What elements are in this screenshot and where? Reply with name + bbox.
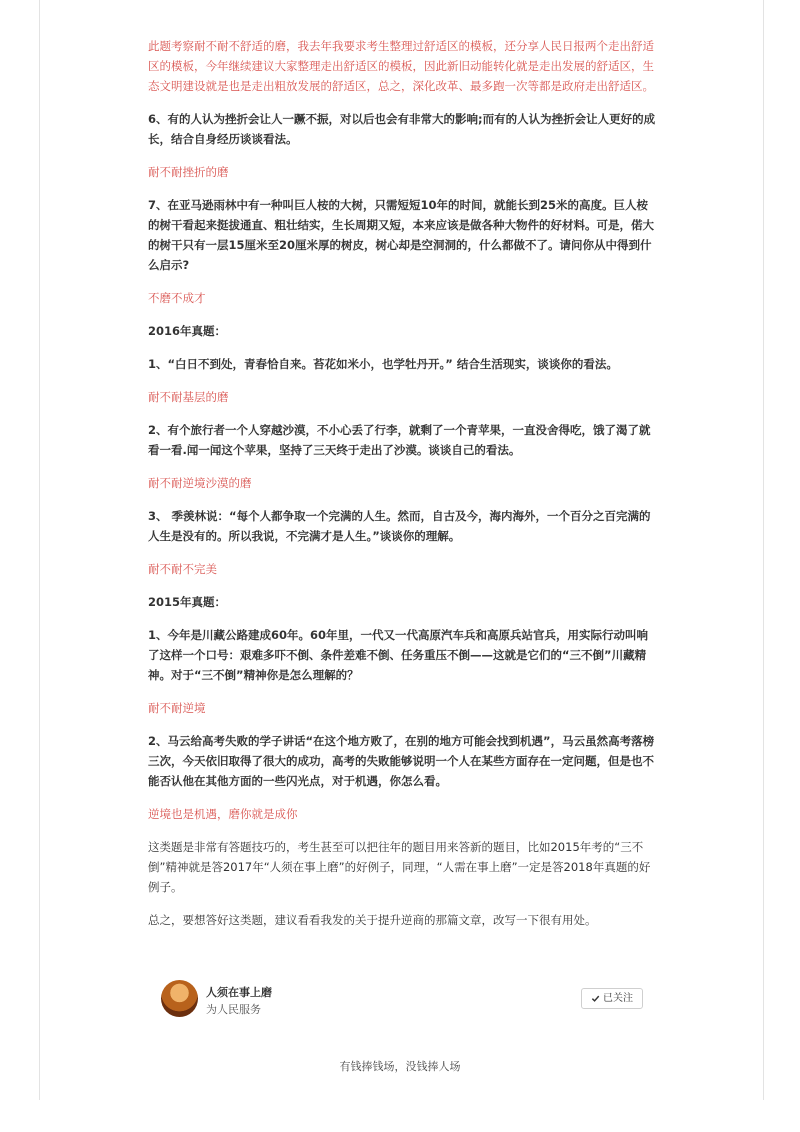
- answer-hint: 耐不耐不完美: [148, 562, 217, 576]
- question-text: 7、在亚马逊雨林中有一种叫巨人桉的大树，只需短短10年的时间，就能长到25米的高度。巨人桉的树干看起来挺拔通直、粗壮结实，生长周期又短，本来应该是做各种大物件的好材料。可是，偌大的树干只有一层15厘米至20厘米厚的树皮，树心却是空洞洞的，什么都做不了。请问你从中得到什么启示?: [148, 198, 654, 272]
- answer-hint: 逆境也是机遇，磨你就是成你: [148, 807, 298, 821]
- author-avatar[interactable]: [161, 980, 198, 1017]
- answer-hint: 耐不耐逆境沙漠的磨: [148, 476, 252, 490]
- follow-button[interactable]: [581, 988, 643, 1009]
- check-icon: [591, 994, 600, 1003]
- question-text: 2016年真题：: [148, 324, 227, 338]
- question-text: 6、有的人认为挫折会让人一蹶不振，对以后也会有非常大的影响;而有的人认为挫折会让人更好的成长，结合自身经历谈谈看法。: [148, 112, 656, 146]
- body-paragraph: 这类题是非常有答题技巧的，考生甚至可以把往年的题目用来答新的题目，比如2015年考的“三不倒”精神就是答2017年“人须在事上磨”的好例子，同理，“人需在事上磨”一定是答2018年真题的好例子。: [148, 840, 651, 894]
- author-name[interactable]: 人须在事上磨: [206, 986, 272, 999]
- question-text: 2015年真题：: [148, 595, 227, 609]
- follow-label: 已关注: [603, 993, 633, 1004]
- answer-hint: 不磨不成才: [148, 291, 206, 305]
- answer-hint: 耐不耐逆境: [148, 701, 206, 715]
- author-description: 为人民服务: [206, 1003, 261, 1016]
- question-text: 2、有个旅行者一个人穿越沙漠，不小心丢了行李，就剩了一个青苹果，一直没舍得吃，饿了渴了就看一看.闻一闻这个苹果，坚持了三天终于走出了沙漠。谈谈自己的看法。: [148, 423, 651, 457]
- question-text: 1、今年是川藏公路建成60年。60年里，一代又一代高原汽车兵和高原兵站官兵，用实际行动叫响了这样一个口号：艰难多吓不倒、条件差难不倒、任务重压不倒——这就是它们的“三不倒”川藏精神。对于“三不倒”精神你是怎么理解的？: [148, 628, 649, 682]
- answer-hint: 耐不耐基层的磨: [148, 390, 229, 404]
- article-content: [148, 36, 658, 943]
- author-card: [161, 980, 643, 1020]
- question-text: 2、马云给高考失败的学子讲话“在这个地方败了，在别的地方可能会找到机遇”，马云虽然高考落榜三次，今天依旧取得了很大的成功，高考的失败能够说明一个人在某些方面存在一定问题，但是也不能否认他在其他方面的一些闪光点，对于机遇，你怎么看。: [148, 734, 655, 788]
- footer-text: 有钱捧钱场，没钱捧人场: [339, 1060, 461, 1073]
- question-text: 3、 季羡林说：“每个人都争取一个完满的人生。然而，自古及今，海内海外，一个百分之百完满的人生是没有的。所以我说，不完满才是人生。”谈谈你的理解。: [148, 509, 651, 543]
- answer-hint: 耐不耐挫折的磨: [148, 165, 229, 179]
- question-text: 1、“白日不到处，青春恰自来。苔花如米小，也学牡丹开。” 结合生活现实，谈谈你的看法。: [148, 357, 618, 371]
- answer-hint: 此题考察耐不耐不舒适的磨，我去年我要求考生整理过舒适区的模板，还分享人民日报两个走出舒适区的模板，今年继续建议大家整理走出舒适区的模板，因此新旧动能转化就是走出发展的舒适区，生态文明建设就是也是走出粗放发展的舒适区，总之，深化改革、最多跑一次等都是政府走出舒适区。: [148, 39, 654, 93]
- body-paragraph: 总之，要想答好这类题，建议看看我发的关于提升逆商的那篇文章，改写一下很有用处。: [148, 913, 597, 927]
